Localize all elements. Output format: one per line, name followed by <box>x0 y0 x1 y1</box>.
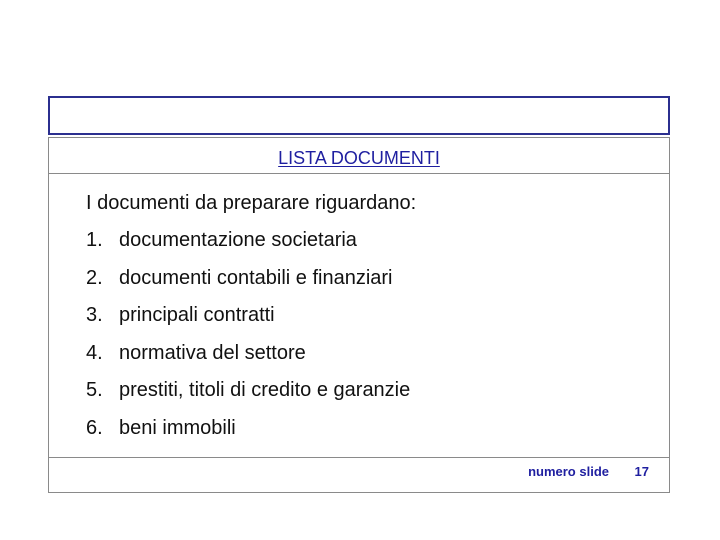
slide-number: 17 <box>634 464 649 479</box>
header-box <box>48 96 670 135</box>
list-item-number: 6. <box>86 416 103 439</box>
list-item-text: beni immobili <box>119 416 236 439</box>
title-row <box>49 138 669 174</box>
list-item <box>86 267 646 305</box>
document-list <box>86 229 646 454</box>
list-item-number: 3. <box>86 304 103 326</box>
list-item <box>86 304 646 342</box>
slide-body <box>86 191 646 454</box>
list-item <box>86 342 646 380</box>
slide-number-label: numero slide <box>528 464 609 479</box>
list-item-text: principali contratti <box>119 304 275 326</box>
footer-row <box>49 457 669 493</box>
list-item-number: 1. <box>86 229 103 251</box>
slide-title: LISTA DOCUMENTI <box>278 148 440 168</box>
list-item-number: 4. <box>86 341 103 364</box>
list-item-number: 5. <box>86 379 103 401</box>
list-item-number: 2. <box>86 266 103 289</box>
slide-frame <box>48 137 670 493</box>
list-item <box>86 229 646 267</box>
list-item <box>86 417 646 455</box>
list-item <box>86 379 646 417</box>
list-item-text: normativa del settore <box>119 341 306 364</box>
list-item-text: prestiti, titoli di credito e garanzie <box>119 379 411 401</box>
list-item-text: documenti contabili e finanziari <box>119 266 393 289</box>
list-item-text: documentazione societaria <box>119 229 357 251</box>
intro-text: I documenti da preparare riguardano: <box>86 192 417 214</box>
